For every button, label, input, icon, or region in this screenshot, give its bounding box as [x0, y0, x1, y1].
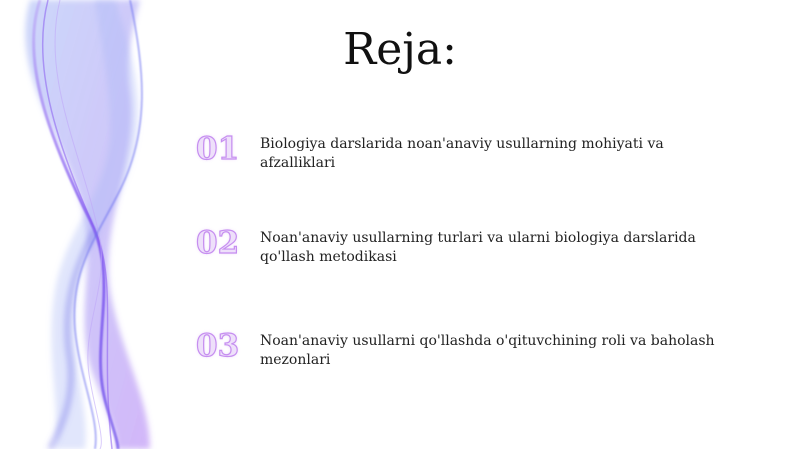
agenda-item-number: 01 — [196, 131, 240, 167]
agenda-item-number: 03 — [196, 328, 240, 364]
agenda-item — [196, 131, 756, 191]
agenda-item — [196, 225, 756, 285]
agenda-item-text: Biologiya darslarida noan'anaviy usullarning mohiyati va afzalliklari — [260, 136, 664, 171]
purple-smoke-swirl-decoration — [0, 0, 200, 449]
agenda-item-number: 02 — [196, 225, 240, 261]
slide-title: Reja: — [343, 24, 457, 75]
agenda-item-text: Noan'anaviy usullarning turlari va ularni biologiya darslarida qo'llash metodikasi — [260, 230, 696, 265]
agenda-item-text: Noan'anaviy usullarni qo'llashda o'qituvchining roli va baholash mezonlari — [260, 333, 715, 368]
agenda-item — [196, 328, 756, 388]
